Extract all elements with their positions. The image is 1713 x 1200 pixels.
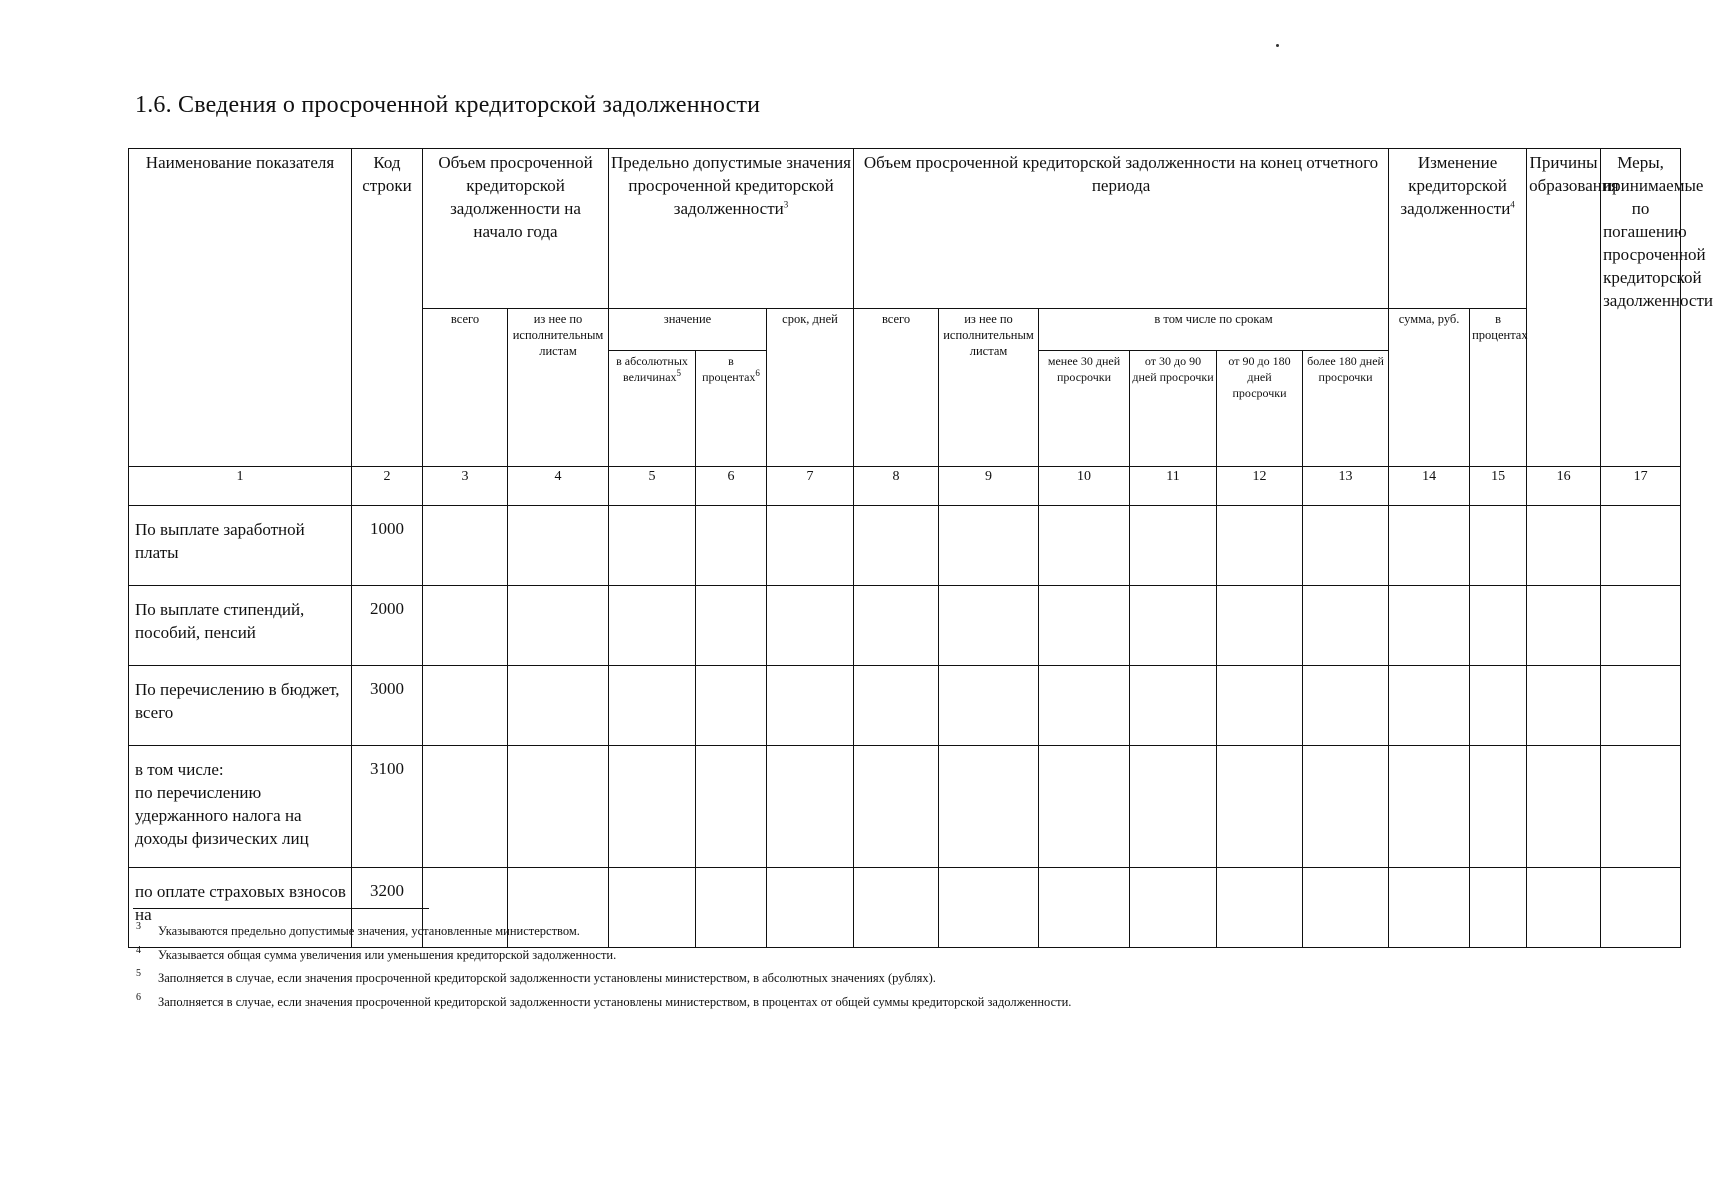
empty-cell (1389, 746, 1470, 868)
footnote-ref-5: 5 (676, 368, 682, 378)
column-number: 8 (854, 467, 939, 506)
column-number: 4 (508, 467, 609, 506)
empty-cell (696, 506, 767, 586)
empty-cell (1527, 586, 1601, 666)
row-name: По выплате стипендий, пособий, пенсий (129, 586, 352, 666)
footnote-mark: 5 (136, 968, 141, 979)
column-number: 7 (767, 467, 854, 506)
header-in-terms: в том числе по срокам (1039, 309, 1389, 351)
empty-cell (508, 746, 609, 868)
row-code: 3000 (352, 666, 423, 746)
empty-cell (1217, 666, 1303, 746)
column-number-row (129, 467, 1681, 506)
row-name: в том числе: по перечислению удержанного налога на доходы физических лиц (129, 746, 352, 868)
empty-cell (423, 746, 508, 868)
empty-cell (1470, 746, 1527, 868)
empty-cell (767, 746, 854, 868)
header-less-30: менее 30 дней просрочки (1039, 351, 1130, 467)
empty-cell (696, 666, 767, 746)
footnote (136, 944, 1071, 968)
empty-cell (1217, 506, 1303, 586)
empty-cell (609, 506, 696, 586)
header-more-180: более 180 дней просрочки (1303, 351, 1389, 467)
header-change: Изменение кредиторской задолженности$^4$ (1389, 149, 1527, 309)
column-number: 10 (1039, 467, 1130, 506)
row-code: 1000 (352, 506, 423, 586)
empty-cell (1303, 586, 1389, 666)
row-name: по оплате страховых взносов на (129, 868, 352, 948)
empty-cell (423, 586, 508, 666)
empty-cell (609, 746, 696, 868)
empty-cell (1601, 666, 1681, 746)
empty-cell (939, 746, 1039, 868)
column-number: 5 (609, 467, 696, 506)
table-row (129, 586, 1681, 666)
empty-cell (939, 506, 1039, 586)
column-number: 12 (1217, 467, 1303, 506)
empty-cell (609, 586, 696, 666)
header-percent: в процентах$^6$ (696, 351, 767, 467)
footnote-mark: 4 (136, 944, 141, 956)
empty-cell (1217, 746, 1303, 868)
empty-cell (1303, 746, 1389, 868)
empty-cell (854, 586, 939, 666)
empty-cell (1130, 868, 1217, 948)
footnote-ref-4: 4 (1510, 199, 1515, 210)
column-number: 1 (129, 467, 352, 506)
column-number: 2 (352, 467, 423, 506)
empty-cell (1039, 666, 1130, 746)
empty-cell (1601, 746, 1681, 868)
table-row (129, 506, 1681, 586)
header-code: Код строки (352, 149, 423, 467)
header-sum-rub: сумма, руб. (1389, 309, 1470, 467)
header-limits: Предельно допустимые значения просроченной кредиторской задолженности$^3$ (609, 149, 854, 309)
header-measures: Меры, принимаемые по погашению просроченной кредиторской задолженности (1601, 149, 1681, 467)
column-number: 6 (696, 467, 767, 506)
empty-cell (696, 746, 767, 868)
overdue-payables-table (128, 148, 1713, 948)
footnote-text: Указывается общая сумма увеличения или уменьшения кредиторской задолженности. (158, 947, 617, 962)
header-start-total: всего (423, 309, 508, 467)
empty-cell (767, 666, 854, 746)
footnote-mark: 3 (136, 921, 141, 932)
header-90-180: от 90 до 180 дней просрочки (1217, 351, 1303, 467)
table-row (129, 746, 1681, 868)
empty-cell (1039, 746, 1130, 868)
table-row (129, 666, 1681, 746)
column-number: 13 (1303, 467, 1389, 506)
empty-cell (1389, 586, 1470, 666)
column-number: 3 (423, 467, 508, 506)
empty-cell (1527, 868, 1601, 948)
empty-cell (1217, 586, 1303, 666)
footnotes (136, 920, 1071, 1014)
footnote-ref-3: 3 (783, 199, 789, 210)
empty-cell (1303, 666, 1389, 746)
empty-cell (1039, 506, 1130, 586)
empty-cell (1130, 506, 1217, 586)
footnote-text: Указываются предельно допустимые значения, установленные министерством. (158, 924, 580, 938)
header-30-90: от 30 до 90 дней просрочки (1130, 351, 1217, 467)
row-name: По выплате заработной платы (129, 506, 352, 586)
scan-speck (1276, 44, 1279, 47)
header-name: Наименование показателя (129, 149, 352, 467)
empty-cell (508, 506, 609, 586)
footnote (136, 967, 1071, 991)
footnote-text: Заполняется в случае, если значения просроченной кредиторской задолженности установлены министерством, в процентах от общей суммы кредиторской задолженности. (158, 994, 1072, 1009)
empty-cell (1527, 746, 1601, 868)
column-number: 15 (1470, 467, 1527, 506)
empty-cell (609, 666, 696, 746)
empty-cell (1130, 666, 1217, 746)
row-code: 3200 (352, 868, 423, 948)
header-volume-start: Объем просроченной кредиторской задолженности на начало года (423, 149, 609, 309)
column-number: 16 (1527, 467, 1601, 506)
empty-cell (1389, 506, 1470, 586)
empty-cell (1601, 586, 1681, 666)
header-absolute: в абсолютных величинах$^5$ (609, 351, 696, 467)
empty-cell (696, 586, 767, 666)
empty-cell (1039, 586, 1130, 666)
empty-cell (1527, 666, 1601, 746)
header-in-percent: в процентах (1470, 309, 1527, 467)
empty-cell (1303, 868, 1389, 948)
empty-cell (1470, 506, 1527, 586)
empty-cell (767, 506, 854, 586)
header-term-days: срок, дней (767, 309, 854, 467)
row-code: 2000 (352, 586, 423, 666)
empty-cell (1470, 868, 1527, 948)
empty-cell (939, 586, 1039, 666)
empty-cell (1601, 506, 1681, 586)
empty-cell (854, 506, 939, 586)
empty-cell (939, 666, 1039, 746)
empty-cell (423, 506, 508, 586)
empty-cell (1130, 746, 1217, 868)
empty-cell (854, 666, 939, 746)
footnote-ref-6: 6 (755, 368, 760, 378)
footnote-mark: 6 (136, 991, 141, 1003)
empty-cell (1389, 666, 1470, 746)
empty-cell (1217, 868, 1303, 948)
header-value: значение (609, 309, 767, 351)
row-code: 3100 (352, 746, 423, 868)
header-volume-end: Объем просроченной кредиторской задолженности на конец отчетного периода (854, 149, 1389, 309)
empty-cell (1601, 868, 1681, 948)
column-number: 17 (1601, 467, 1681, 506)
footnote (136, 920, 1071, 944)
empty-cell (1527, 506, 1601, 586)
column-number: 11 (1130, 467, 1217, 506)
column-number: 14 (1389, 467, 1470, 506)
empty-cell (1470, 586, 1527, 666)
footnote (136, 991, 1071, 1015)
empty-cell (767, 586, 854, 666)
header-end-total: всего (854, 309, 939, 467)
row-name: По перечислению в бюджет, всего (129, 666, 352, 746)
footnote-text: Заполняется в случае, если значения просроченной кредиторской задолженности установлены министерством, в абсолютных значениях (рублях). (158, 971, 936, 985)
empty-cell (423, 666, 508, 746)
header-start-writs: из нее по исполнительным листам (508, 309, 609, 467)
header-end-writs: из нее по исполнительным листам (939, 309, 1039, 467)
header-reasons: Причины образования (1527, 149, 1601, 467)
empty-cell (508, 666, 609, 746)
footnote-separator (133, 908, 429, 909)
empty-cell (1303, 506, 1389, 586)
empty-cell (1470, 666, 1527, 746)
empty-cell (854, 746, 939, 868)
empty-cell (508, 586, 609, 666)
column-number: 9 (939, 467, 1039, 506)
empty-cell (1389, 868, 1470, 948)
page-title: 1.6. Сведения о просроченной кредиторской задолженности (135, 92, 761, 118)
empty-cell (1130, 586, 1217, 666)
